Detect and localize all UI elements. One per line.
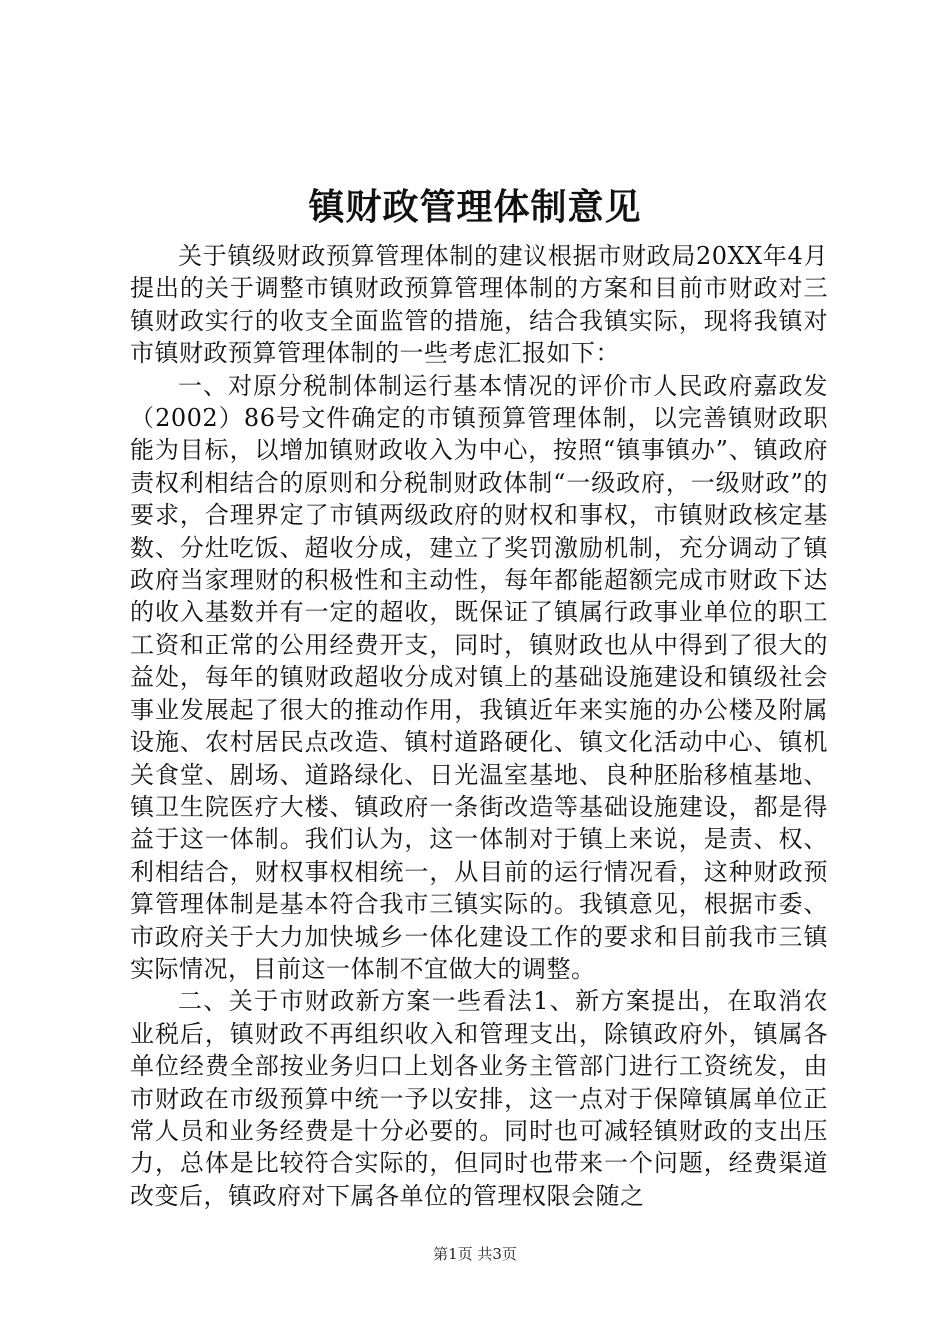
paragraph-section-two: 二、关于市财政新方案一些看法1、新方案提出，在取消农业税后，镇财政不再组织收入和管理支出，除镇政府外，镇属各单位经费全部按业务归口上划各业务主管部门进行工资统发，由市财政在市级预算中统一予以安排，这一点对于保障镇属单位正常人员和业务经费是十分必要的。同时也可减轻镇财政的支出压力，总体是比较符合实际的，但同时也带来一个问题，经费渠道改变后，镇政府对下属各单位的管理权限会随之 [130,987,828,1210]
document-title: 镇财政管理体制意见 [308,187,642,228]
paragraph-section-one: 一、对原分税制体制运行基本情况的评价市人民政府嘉政发（2002）86号文件确定的市镇预算管理体制，以完善镇财政职能为目标，以增加镇财政收入为中心，按照“镇事镇办”、镇政府责权利相结合的原则和分税制财政体制“一级政府，一级财政”的要求，合理界定了市镇两级政府的财权和事权，市镇财政核定基数、分灶吃饭、超收分成，建立了奖罚激励机制，充分调动了镇政府当家理财的积极性和主动性，每年都能超额完成市财政下达的收入基数并有一定的超收，既保证了镇属行政事业单位的职工工资和正常的公用经费开支，同时，镇财政也从中得到了很大的益处，每年的镇财政超收分成对镇上的基础设施建设和镇级社会事业发展起了很大的推动作用，我镇近年来实施的办公楼及附属设施、农村居民点改造、镇村道路硬化、镇文化活动中心、镇机关食堂、剧场、道路绿化、日光温室基地、良种胚胎移植基地、镇卫生院医疗大楼、镇政府一条街改造等基础设施建设，都是得益于这一体制。我们认为，这一体制对于镇上来说，是责、权、利相结合，财权事权相统一，从目前的运行情况看，这种财政预算管理体制是基本符合我市三镇实际的。我镇意见，根据市委、市政府关于大力加快城乡一体化建设工作的要求和目前我市三镇实际情况，目前这一体制不宜做大的调整。 [130,371,828,983]
page-number-footer: 第1页 共3页 [433,1245,517,1263]
document-body [130,240,828,1212]
paragraph-intro: 关于镇级财政预算管理体制的建议根据市财政局20XX年4月提出的关于调整市镇财政预算管理体制的方案和目前市财政对三镇财政实行的收支全面监管的措施，结合我镇实际，现将我镇对市镇财政预算管理体制的一些考虑汇报如下： [130,242,828,368]
